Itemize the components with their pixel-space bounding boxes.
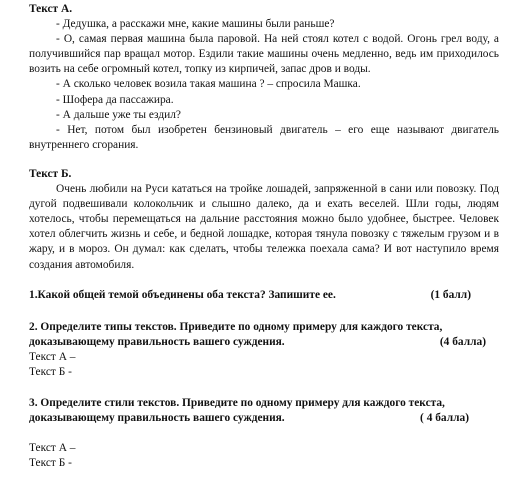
question-3 [29,396,499,426]
question-1-text: 1.Какой общей темой объединены оба текста? Запишите ее. [29,288,336,301]
question-3-answer-b: Текст Б - [29,457,72,470]
worksheet-page [29,2,499,471]
text-a-line-4: - Шофера да пассажира. [56,93,174,106]
text-a-line-6: - Нет, потом был изобретен бензиновый двигатель – его еще называют двигатель внутреннего сгорания. [29,123,499,151]
text-a-line-5: - А дальше уже ты ездил? [56,108,181,121]
question-2-points: (4 балла) [439,335,486,348]
question-2-line-1: 2. Определите типы текстов. Приведите по одному примеру для каждого текста, [29,320,443,333]
text-a-line-3: - А сколько человек возила такая машина ? – спросила Машка. [56,78,361,91]
question-3-line-1: 3. Определите стили текстов. Приведите по одному примеру для каждого текста, [29,397,445,410]
question-2 [29,320,499,350]
question-3-line-2: доказывающему правильность вашего суждения. [29,412,285,425]
question-2-line-2: доказывающему правильность вашего суждения. [29,335,285,348]
text-b-title: Текст Б. [29,167,72,180]
text-a-line-1: - Дедушка, а расскажи мне, какие машины были раньше? [56,18,335,31]
text-b-section [29,167,499,273]
question-2-answer-a: Текст А – [29,350,76,363]
question-3-points: ( 4 балла) [420,412,469,425]
question-3-answer-a: Текст А – [29,442,76,455]
question-1-points: (1 балл) [430,288,471,301]
text-b-body: Очень любили на Руси кататься на тройке лошадей, запряженной в сани или повозку. Под дугой подвешивали колокольчик и слышно далеко, да и ехать веселей. Шли годы, людям хотелось, чтобы перемещаться на дальние расстояния можно было удобнее, быстрее. Человек хотел облегчить жизнь и себе, и бедной лошадке, которая тянула повозку с тяжелым грузом и в жару, и в мороз. Он думал: как сделать, чтобы тележка поехала сама? И вот наступило время создания автомобиля. [29,183,499,271]
text-a-line-2: - О, самая первая машина была паровой. На ней стоял котел с водой. Огонь грел воду, а получившийся пар вращал мотор. Ездили такие машины очень медленно, ведь им приходилось возить на себе огромный котел, топку из кирпичей, запас дров и воды. [29,33,499,76]
question-2-answer-b: Текст Б - [29,365,72,378]
answer-gap [29,426,499,441]
text-a-title: Текст А. [29,3,73,15]
question-1 [29,288,499,303]
